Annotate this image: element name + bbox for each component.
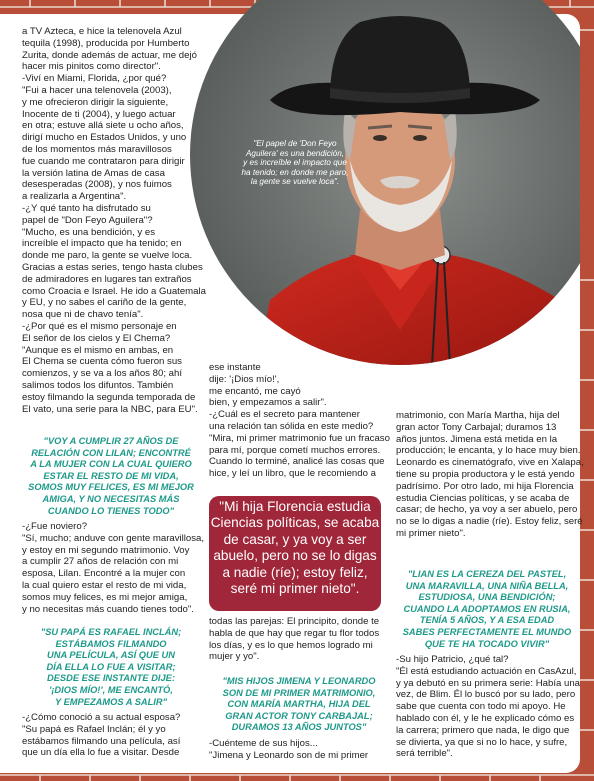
featured-quote-box: "Mi hija Florencia estudia Ciencias políticas, se acaba de casar, y ya voy a ser abuelo, pero no se lo digas a nadie (ríe); estoy feliz, seré mi primer nieto". [209, 496, 381, 611]
column-2-bottom-text: -Cuénteme de sus hijos... "Jimena y Leonardo son de mi primer [209, 738, 369, 761]
pull-quote-3: "MIS HIJOS JIMENA Y LEONARDO SON DE MI PRIMER MATRIMONIO, CON MARÍA MARTHA, HIJA DEL GRAN ACTOR TONY CARBAJAL; DURAMOS 13 AÑOS JUNTOS" [222, 676, 376, 733]
column-1-bottom-text: -¿Cómo conoció a su actual esposa? "Su papá es Rafael Inclán; él y yo estábamos filmando una película, así que un día ella lo fue a visitar. Desde [22, 712, 181, 759]
pull-quote-2: "SU PAPÁ ES RAFAEL INCLÁN; ESTÁBAMOS FILMANDO UNA PELÍCULA, ASÍ QUE UN DÍA ELLA LO FUE A VISITAR; DESDE ESE INSTANTE DIJE: '¡DIOS MÍO!', ME ENCANTÓ, Y EMPEZAMOS A SALIR" [40, 627, 182, 707]
column-3-bottom-text: -Su hijo Patricio, ¿qué tal? "Él está estudiando actuación en CasAzul, y ya debutó en su primera serie: Había una vez, de Blim. Él lo buscó por su lado, pero sabe que cuenta con todo mi apoyo. He hablado con él, y le he explicado cómo es la carrera; primero que nada, le digo que se divierta, ya que si no lo hace, y sufre, será terrible". [396, 654, 580, 760]
pull-quote-4: "LIAN ES LA CEREZA DEL PASTEL, UNA MARAVILLA, UNA NIÑA BELLA, ESTUDIOSA, UNA BENDICIÓN; CUANDO LA ADOPTAMOS EN RUSIA, TENÍA 5 AÑOS, Y A ESA EDAD SABES PERFECTAMENTE EL MUNDO QUE TE HA TOCADO VIVIR" [402, 569, 572, 649]
column-1-middle-text: -¿Fue noviero? "Sí, mucho; anduve con gente maravillosa, y estoy en mi segundo matrimonio. Voy a cumplir 27 años de relación con mi esposa, Lilan. Encontré a la mujer con la cual quiero estar el resto de mi vida, somos muy felices, es mi mejor amiga, y no necesitas más cuando tienes todo". [22, 521, 205, 615]
column-1-top-text: a TV Azteca, e hice la telenovela Azul tequila (1998), producida por Humberto Zurita, donde además de actuar, me dejó hacer mis pinitos como director". -Viví en Miami, Florida, ¿por qué? "Fui a hacer una telenovela (2003), y me ofrecieron dirigir la siguiente, Inocente de ti (2004), y luego actuar en otra; estuve allá siete u ocho años, dirigí mucho en Estados Unidos, y uno de los momentos más maravillosos fue cuando me contrataron para dirigir la versión latina de Amas de casa desesperadas (2008), y nos fuimos a realizarla a Argentina". -¿Y qué tanto ha disfrutado su papel de "Don Feyo Aguilera"? "Mucho, es una bendición, y es increíble el impacto que ha tenido; en donde me paro, la gente se vuelve loca. Gracias a estas series, tengo hasta clubes de admiradores en lugares tan extraños como Croacia e Israel. He ido a Guatemala y EU, y no sabes el cariño de la gente, nosa que ni de chavo tenía". -¿Por qué es el mismo personaje en El señor de los cielos y El Chema? "Aunque es el mismo en ambas, en El Chema se cuenta cómo fueron sus comienzos, y se va a los años 80; ahí salimos todos los difuntos. También estoy filmando la segunda temporada de El vato, una serie para la NBC, para EU". [22, 26, 206, 415]
pull-quote-1: "VOY A CUMPLIR 27 AÑOS DE RELACIÓN CON LILAN; ENCONTRÉ A LA MUJER CON LA CUAL QUIERO ESTAR EL RESTO DE MI VIDA, SOMOS MUY FELICES, ES MI MEJOR AMIGA, Y NO NECESITAS MÁS CUANDO LO TIENES TODO" [28, 436, 194, 516]
photo-caption: "El papel de 'Don Feyo Aguilera' es una bendición, y es increíble el impacto que ha tenido; en donde me paro, la gente se vuelve loca". [241, 139, 349, 187]
column-3-top-text: matrimonio, con María Martha, hija del gran actor Tony Carbajal; duramos 13 años juntos. Jimena está metida en la producción; le encanta, y lo hace muy bien. Leonardo es cinematógrafo, vive en Xalapa, tiene su propia productora y le está yendo padrísimo. Por otro lado, mi hija Florencia estudia Ciencias políticas, y se acaba de casar; de hecho, ya voy a ser abuelo, pero no se lo digas a nadie (ríe). Estoy feliz, seré mi primer nieto". [396, 410, 584, 539]
column-2-top-text: ese instante dije: '¡Dios mío!', me encantó, me cayó bien, y empezamos a salir". -¿Cuál es el secreto para mantener una relación tan sólida en este medio? "Mira, mi primer matrimonio fue un fracaso para mí, porque cometí muchos errores. Cuando lo terminé, analicé las cosas que hice, y leí un libro, que le recomiendo a [209, 362, 390, 480]
column-2-middle-text: todas las parejas: El principito, donde te habla de que hay que regar tu flor todos los días, y es lo que hemos logrado mi mujer y yo". [209, 616, 380, 663]
